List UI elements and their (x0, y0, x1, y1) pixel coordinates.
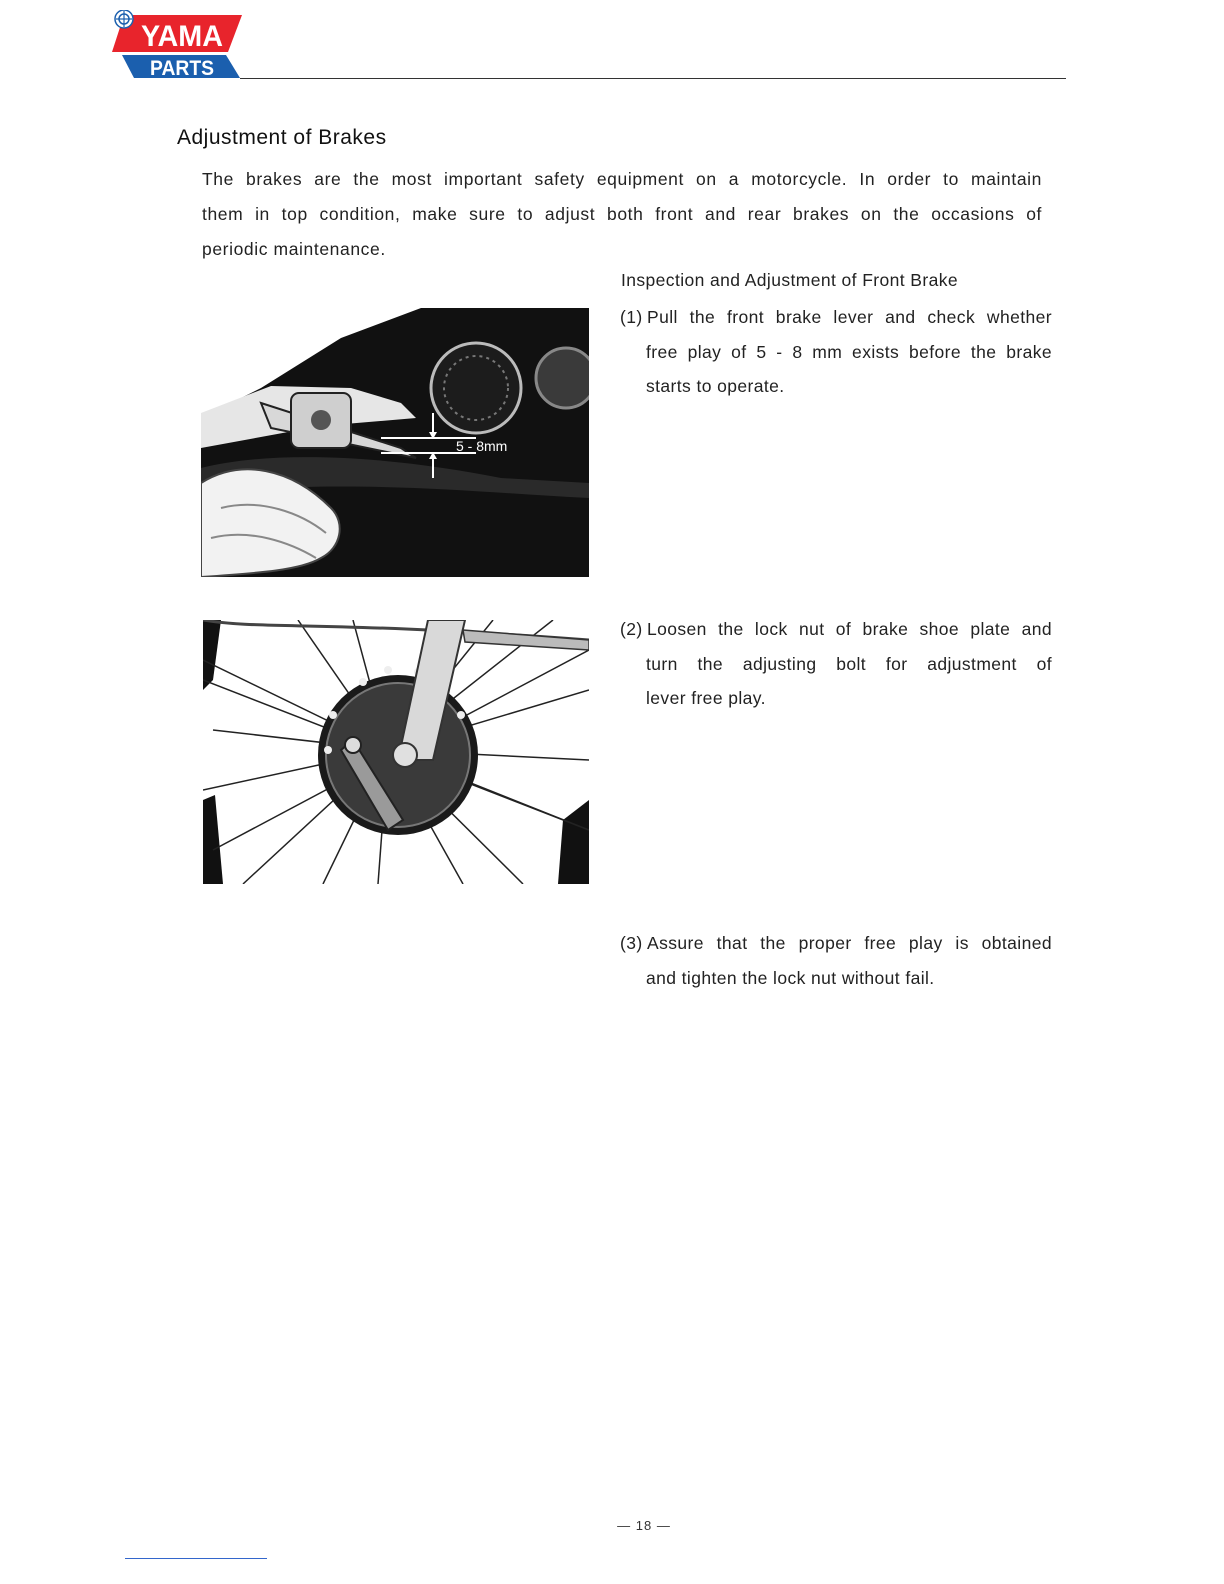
step-line: turn the adjusting bolt for adjustment of (646, 653, 1052, 674)
step-line: lever free play. (646, 688, 766, 708)
step-line: and tighten the lock nut without fail. (646, 967, 935, 988)
subheading: Inspection and Adjustment of Front Brake (621, 270, 959, 290)
step-number: (1) (620, 307, 643, 327)
yamaparts-logo (110, 10, 245, 82)
page-number: — 18 — (617, 1518, 671, 1533)
footer-rule (125, 1558, 267, 1559)
step-line: Pull the front brake lever and check whether (647, 307, 1052, 327)
intro-line: The brakes are the most important safety equipment on a motorcycle. In order to maintain (202, 169, 1042, 189)
section-title: Adjustment of Brakes (177, 126, 387, 149)
step-number: (2) (620, 619, 643, 639)
intro-line: them in top condition, make sure to adjust both front and rear brakes on the occasions of (202, 204, 1042, 224)
step-line: Loosen the lock nut of brake shoe plate and (647, 619, 1052, 639)
intro-line: periodic maintenance. (202, 239, 386, 259)
step-1 (620, 300, 1052, 404)
free-play-label: 5 - 8mm (456, 438, 508, 454)
step-3 (620, 926, 1052, 995)
brake-lever-photo (201, 308, 589, 577)
step-line: starts to operate. (646, 376, 785, 396)
step-2 (620, 612, 1052, 716)
header-rule (240, 78, 1066, 79)
step-number: (3) (620, 933, 643, 953)
intro-paragraph (202, 162, 1042, 267)
svg-text:YAMA: YAMA (141, 20, 223, 53)
brake-hub-photo (203, 620, 589, 884)
step-line: free play of 5 - 8 mm exists before the brake (646, 341, 1052, 362)
step-line: Assure that the proper free play is obtained (647, 933, 1052, 953)
svg-text:PARTS: PARTS (150, 57, 214, 80)
